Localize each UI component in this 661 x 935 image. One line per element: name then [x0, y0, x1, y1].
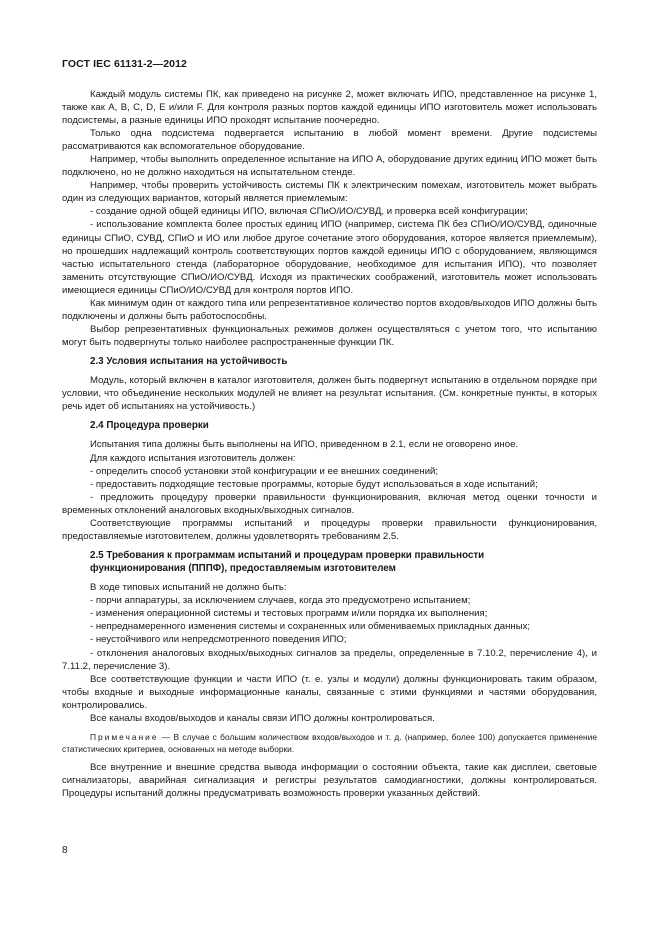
paragraph: Модуль, который включен в каталог изготовителя, должен быть подвергнут испытанию в отдельном порядке при условии, что объединение нескольких модулей не влияет на результат испытания. (См. конкретные пункты, в которых речь идет об испытаниях на устойчивость.)	[62, 375, 597, 413]
list-item: - использование комплекта более простых единиц ИПО (например, система ПК без СПиО/ИО/СУВД, одиночные единицы СПиО, СУВД, СПиО и ИО или любое другое сочетание этого оборудования, которое является приемлемым), но прошедших надлежащий контроль соответствующих портов каждой единицы ИПО с оборудованием, являющимся частью испытательного стенда (лабораторное оборудование, необходимое для испытания ИПО), что позволяет заменить отсутствующие СПиО/ИО/СУВД. Исходя из практических соображений, изготовитель может использовать имеющиеся единицы СПиО/ИО/СУВД для контроля портов ИПО.	[62, 219, 597, 296]
section-heading: 2.5 Требования к программам испытаний и процедурам проверки правильности	[90, 549, 485, 561]
page-header: ГОСТ IEC 61131-2—2012	[62, 58, 187, 70]
list-item: - порчи аппаратуры, за исключением случаев, когда это предусмотрено испытанием;	[90, 595, 471, 607]
paragraph: Все внутренние и внешние средства вывода информации о состоянии объекта, такие как дисплеи, световые сигнализаторы, аварийная сигнализация и регистры результатов самодиагностики, должны контролироваться. Процедуры испытаний должны предусматривать возможность проверки указанных действий.	[62, 761, 597, 799]
list-item: - неустойчивого или непредсмотренного поведения ИПО;	[90, 634, 347, 646]
page-number: 8	[62, 845, 68, 856]
list-item: - предоставить подходящие тестовые программы, которые будут использоваться в ходе испытаний;	[90, 478, 538, 490]
note	[62, 731, 597, 755]
paragraph: В ходе типовых испытаний не должно быть:	[90, 582, 287, 594]
list-item: - создание одной общей единицы ИПО, включая СПиО/ИО/СУВД, и проверка всей конфигурации;	[90, 206, 528, 218]
paragraph: Например, чтобы проверить устойчивость системы ПК к электрическим помехам, изготовитель может выбрать один из следующих вариантов, который является приемлемым:	[62, 180, 597, 205]
list-item: - определить способ установки этой конфигурации и ее внешних соединений;	[90, 465, 439, 477]
list-item: - предложить процедуру проверки правильности функционирования, включая метод оценки точности и временных отклонений аналоговых входных/выходных сигналов.	[62, 491, 597, 516]
paragraph: Все каналы входов/выходов и каналы связи ИПО должны контролироваться.	[90, 712, 435, 724]
paragraph: Соответствующие программы испытаний и процедуры проверки правильности функционирования, предоставляемые изготовителем, должны удовлетворять требованиям 2.5.	[62, 517, 597, 542]
paragraph: Для каждого испытания изготовитель должен:	[90, 452, 296, 464]
paragraph: Испытания типа должны быть выполнены на ИПО, приведенном в 2.1, если не оговорено иное.	[90, 439, 519, 451]
list-item: - изменения операционной системы и тестовых программ и/или порядка их выполнения;	[90, 608, 488, 620]
paragraph: Каждый модуль системы ПК, как приведено на рисунке 2, может включать ИПО, представленное на рисунке 1, также как A, B, C, D, E и/или F. Для контроля разных портов каждой единицы ИПО изготовитель может использовать подсистемы, а разные единицы ИПО проходят испытание поочередно.	[62, 89, 597, 127]
paragraph: Выбор репрезентативных функциональных режимов должен осуществляться с учетом того, что испытанию могут быть подвергнуты только наиболее распространенные функции ПК.	[62, 323, 597, 348]
list-item: - непреднамеренного изменения системы и сохраненных или обмениваемых прикладных данных;	[90, 621, 531, 633]
section-heading: функционирования (ПППФ), предоставляемым изготовителем	[90, 563, 396, 575]
list-item: - отклонения аналоговых входных/выходных сигналов за пределы, определенные в 7.10.2, перечисление 4), и 7.11.2, перечисление 3).	[62, 647, 597, 672]
paragraph: Как минимум один от каждого типа или репрезентативное количество портов входов/выходов ИПО должны быть подключены и должны быть работоспособны.	[62, 297, 597, 322]
section-heading: 2.3 Условия испытания на устойчивость	[90, 355, 288, 367]
paragraph: Все соответствующие функции и части ИПО (т. е. узлы и модули) должны функционировать таким образом, чтобы входные и выходные информационные каналы, связанные с этими функциями и частями оборудования, контролировались.	[62, 673, 597, 711]
section-heading: 2.4 Процедура проверки	[90, 420, 209, 432]
note-text: — В случае с большим количеством входов/выходов и т. д. (например, более 100) допускается применение статистических критериев, основанных на методе выборки.	[62, 731, 597, 754]
document-body	[62, 88, 597, 800]
paragraph: Только одна подсистема подвергается испытанию в любой момент времени. Другие подсистемы рассматриваются как вспомогательное оборудование.	[62, 128, 597, 153]
paragraph: Например, чтобы выполнить определенное испытание на ИПО A, оборудование других единиц ИПО может быть подключено, но не должно находиться на испытательном стенде.	[62, 154, 597, 179]
note-label: Примечание	[90, 731, 159, 742]
